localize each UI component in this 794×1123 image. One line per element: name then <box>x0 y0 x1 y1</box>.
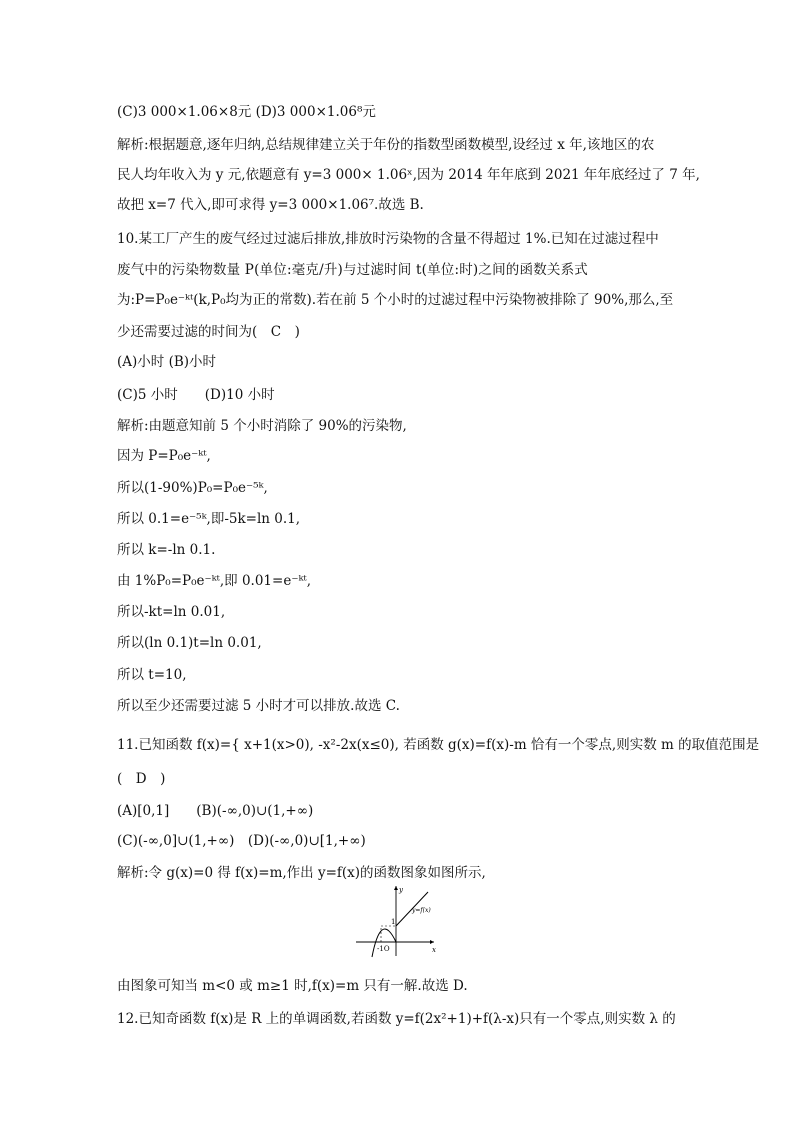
text-line: 民人均年收入为 y 元,依题意有 y=3 000× 1.06ˣ,因为 2014 年年底到 2021 年年底经过了 7 年, <box>117 167 700 183</box>
function-label: y=f(x) <box>412 907 431 914</box>
text-line: 解析:由题意知前 5 个小时消除了 90%的污染物, <box>117 418 407 434</box>
option-line: (A)小时 (B)小时 <box>117 354 217 370</box>
text-line: 因为 P=P₀e⁻ᵏᵗ, <box>117 448 211 464</box>
text-line: 所以 k=-ln 0.1. <box>117 542 216 558</box>
x-axis-arrow <box>430 940 434 944</box>
tick-one: 1 <box>391 918 396 926</box>
y-label: y <box>399 886 403 894</box>
tick-labels: -1O <box>377 945 390 953</box>
text-line: (C)3 000×1.06×8元 (D)3 000×1.06⁸元 <box>117 104 376 120</box>
x-label: x <box>432 946 436 954</box>
text-line: 少还需要过滤的时间为( C ) <box>117 324 300 340</box>
text-line: 由 1%P₀=P₀e⁻ᵏᵗ,即 0.01=e⁻ᵏᵗ, <box>117 573 311 589</box>
text-line: 废气中的污染物数量 P(单位:毫克/升)与过滤时间 t(单位:时)之间的函数关系式 <box>117 262 589 278</box>
text-line: 由图象可知当 m<0 或 m≥1 时,f(x)=m 只有一解.故选 D. <box>117 978 468 994</box>
text-line: ( D ) <box>117 771 166 787</box>
question-12: 12.已知奇函数 f(x)是 R 上的单调函数,若函数 y=f(2x²+1)+f(λ-x)只有一个零点,则实数 λ 的 <box>117 1011 676 1027</box>
text-line: 解析:令 g(x)=0 得 f(x)=m,作出 y=f(x)的函数图象如图所示, <box>117 865 486 881</box>
text-line: 所以 0.1=e⁻⁵ᵏ,即-5k=ln 0.1, <box>117 511 301 527</box>
option-line: (C)(-∞,0]∪(1,+∞) (D)(-∞,0)∪[1,+∞) <box>117 833 366 849</box>
function-graph <box>352 882 438 958</box>
text-line: 所以-kt=ln 0.01, <box>117 604 226 620</box>
text-line: 所以 t=10, <box>117 667 187 683</box>
option-line: (C)5 小时 (D)10 小时 <box>117 387 275 403</box>
question-10: 10.某工厂产生的废气经过过滤后排放,排放时污染物的含量不得超过 1%.已知在过滤过程中 <box>117 231 659 247</box>
option-line: (A)[0,1] (B)(-∞,0)∪(1,+∞) <box>117 803 314 819</box>
text-line: 解析:根据题意,逐年归纳,总结规律建立关于年份的指数型函数模型,设经过 x 年,该地区的农 <box>117 137 655 153</box>
text-line: 故把 x=7 代入,即可求得 y=3 000×1.06⁷.故选 B. <box>117 197 424 213</box>
text-line: 所以(1-90%)P₀=P₀e⁻⁵ᵏ, <box>117 480 268 496</box>
y-axis-arrow <box>394 886 398 890</box>
text-line: 所以至少还需要过滤 5 小时才可以排放.故选 C. <box>117 698 400 714</box>
text-line: 为:P=P₀e⁻ᵏᵗ(k,P₀均为正的常数).若在前 5 个小时的过滤过程中污染物被排除了 90%,那么,至 <box>117 292 674 308</box>
text-line: 所以(ln 0.1)t=ln 0.01, <box>117 635 262 651</box>
question-11: 11.已知函数 f(x)={ x+1(x>0), -x²-2x(x≤0), 若函数 g(x)=f(x)-m 恰有一个零点,则实数 m 的取值范围是 <box>117 737 760 753</box>
